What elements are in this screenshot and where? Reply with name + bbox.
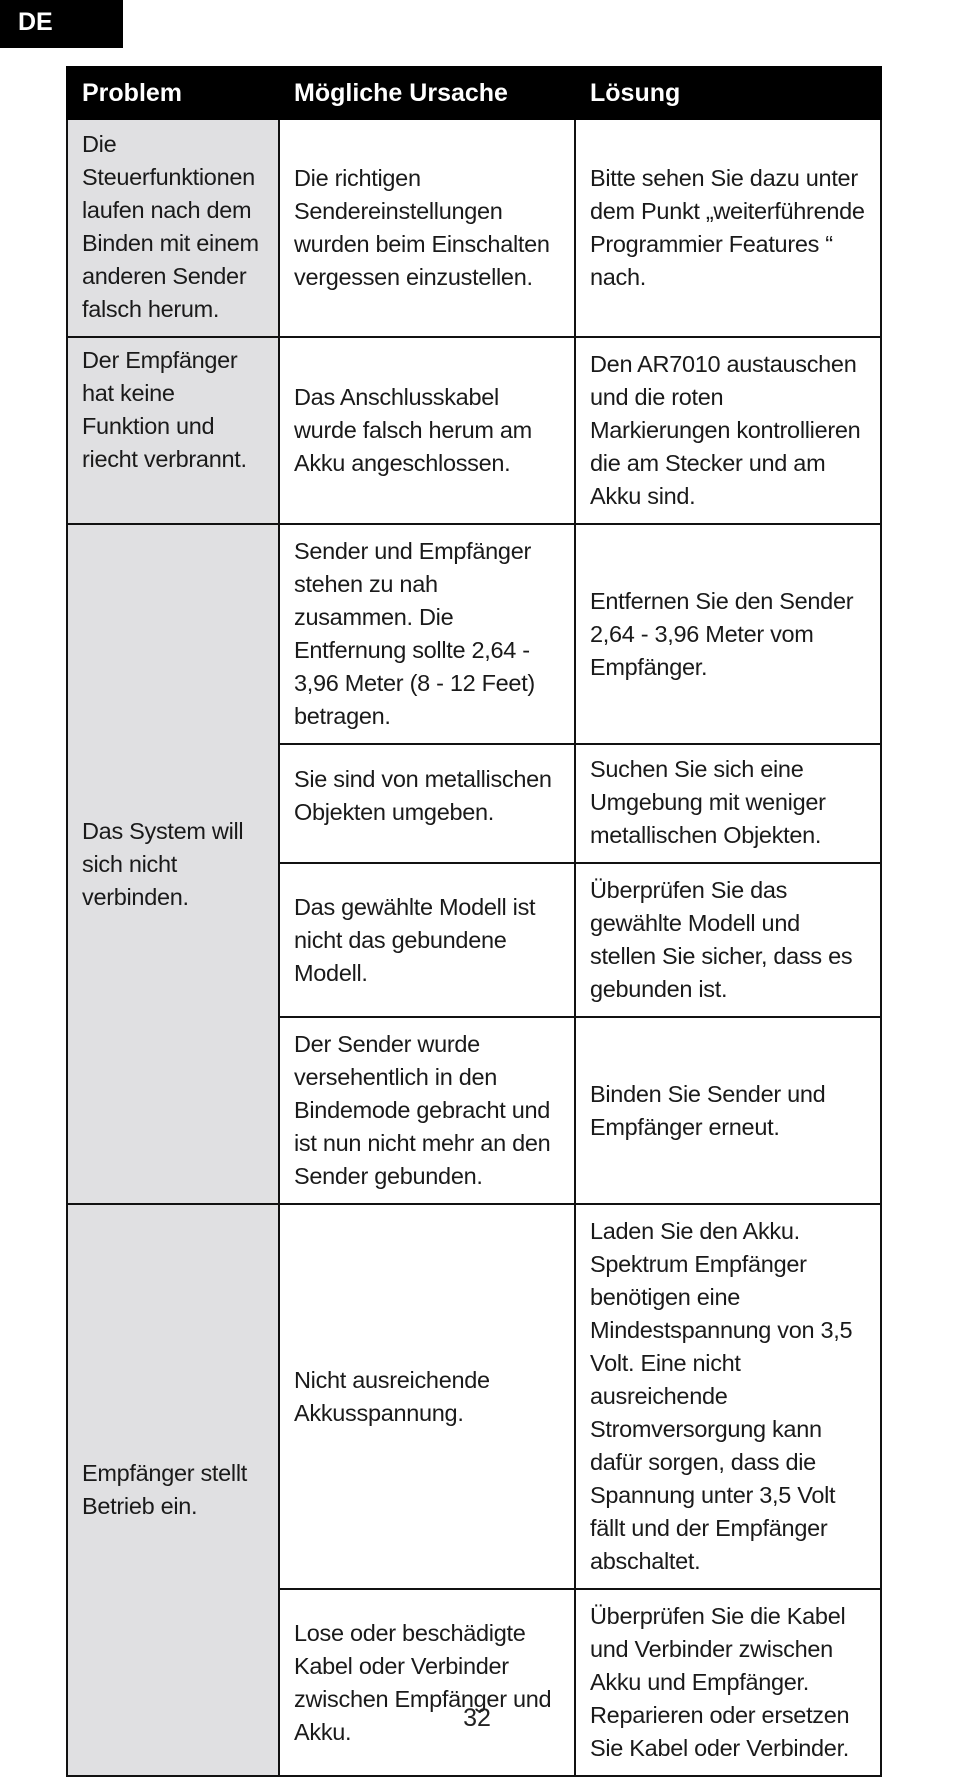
cause-cell: Sie sind von metallischen Objekten umgeben. xyxy=(279,744,575,863)
troubleshooting-table xyxy=(66,66,882,1777)
table-header-row xyxy=(67,67,881,119)
table-row xyxy=(67,1204,881,1589)
solution-cell: Binden Sie Sender und Empfänger erneut. xyxy=(575,1017,881,1204)
solution-cell: Entfernen Sie den Sender 2,64 - 3,96 Meter vom Empfänger. xyxy=(575,524,881,744)
language-tab: DE xyxy=(0,0,123,48)
problem-cell: Empfänger stellt Betrieb ein. xyxy=(67,1204,279,1776)
cause-cell: Das gewählte Modell ist nicht das gebundene Modell. xyxy=(279,863,575,1017)
solution-cell: Laden Sie den Akku. Spektrum Empfänger benötigen eine Mindestspannung von 3,5 Volt. Eine nicht ausreichende Stromversorgung kann dafür sorgen, dass die Spannung unter 3,5 Volt fällt und der Empfänger abschaltet. xyxy=(575,1204,881,1589)
cause-cell: Nicht ausreichende Akkusspannung. xyxy=(279,1204,575,1589)
header-solution: Lösung xyxy=(575,67,881,119)
header-problem: Problem xyxy=(67,67,279,119)
table-row xyxy=(67,119,881,337)
solution-cell: Überprüfen Sie das gewählte Modell und stellen Sie sicher, dass es gebunden ist. xyxy=(575,863,881,1017)
table-row xyxy=(67,337,881,524)
cause-cell: Die richtigen Sendereinstellungen wurden beim Einschalten vergessen einzustellen. xyxy=(279,119,575,337)
cause-cell: Sender und Empfänger stehen zu nah zusammen. Die Entfernung sollte 2,64 - 3,96 Meter (8 - 12 Feet) betragen. xyxy=(279,524,575,744)
cause-cell: Das Anschlusskabel wurde falsch herum am Akku angeschlossen. xyxy=(279,337,575,524)
header-cause: Mögliche Ursache xyxy=(279,67,575,119)
solution-cell: Überprüfen Sie die Kabel und Verbinder zwischen Akku und Empfänger. Reparieren oder ersetzen Sie Kabel oder Verbinder. xyxy=(575,1589,881,1776)
table-row xyxy=(67,524,881,744)
solution-cell: Bitte sehen Sie dazu unter dem Punkt „weiterführende Programmier Features “ nach. xyxy=(575,119,881,337)
problem-cell: Die Steuerfunktionen laufen nach dem Binden mit einem anderen Sender falsch herum. xyxy=(67,119,279,337)
cause-cell: Der Sender wurde versehentlich in den Bindemode gebracht und ist nun nicht mehr an den Sender gebunden. xyxy=(279,1017,575,1204)
solution-cell: Den AR7010 austauschen und die roten Markierungen kontrollieren die am Stecker und am Akku sind. xyxy=(575,337,881,524)
solution-cell: Suchen Sie sich eine Umgebung mit weniger metallischen Objekten. xyxy=(575,744,881,863)
problem-cell: Der Empfänger hat keine Funktion und riecht verbrannt. xyxy=(67,337,279,524)
cause-cell: Lose oder beschädigte Kabel oder Verbinder zwischen Empfänger und Akku. xyxy=(279,1589,575,1776)
page-number: 32 xyxy=(463,1704,491,1732)
problem-cell: Das System will sich nicht verbinden. xyxy=(67,524,279,1204)
